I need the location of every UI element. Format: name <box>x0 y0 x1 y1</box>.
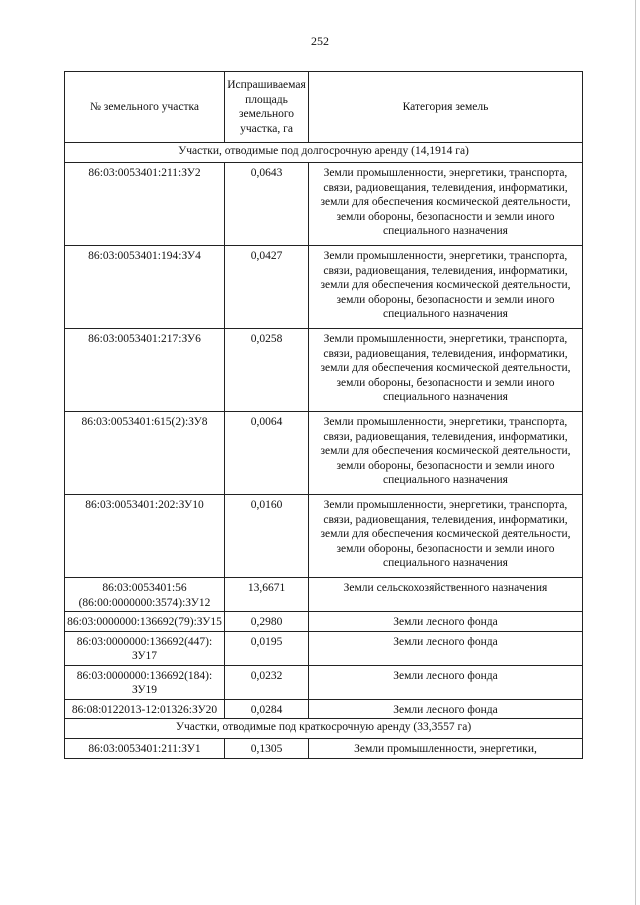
land-category: Земли сельскохозяйственного назначения <box>309 578 583 612</box>
parcel-number: 86:03:0053401:56 (86:00:0000000:3574):ЗУ12 <box>65 578 225 612</box>
parcel-area: 0,0643 <box>225 163 309 246</box>
land-category: Земли лесного фонда <box>309 612 583 632</box>
parcel-number: 86:03:0053401:202:ЗУ10 <box>65 495 225 578</box>
table-row <box>65 246 583 329</box>
parcel-number: 86:03:0053401:615(2):ЗУ8 <box>65 412 225 495</box>
land-category: Земли промышленности, энергетики, <box>309 739 583 759</box>
parcel-area: 0,0232 <box>225 665 309 699</box>
table-row <box>65 495 583 578</box>
land-category: Земли промышленности, энергетики, транспорта, связи, радиовещания, телевидения, информатики, земли для обеспечения космической деятельности, земли обороны, безопасности и земли иного специального назначения <box>309 246 583 329</box>
parcel-area: 0,0258 <box>225 329 309 412</box>
land-category: Земли лесного фонда <box>309 699 583 719</box>
scan-edge-line <box>635 0 636 905</box>
parcel-number: 86:03:0000000:136692(79):ЗУ15 <box>65 612 225 632</box>
section-row <box>65 719 583 739</box>
land-category: Земли промышленности, энергетики, транспорта, связи, радиовещания, телевидения, информатики, земли для обеспечения космической деятельности, земли обороны, безопасности и земли иного специального назначения <box>309 329 583 412</box>
parcel-number: 86:03:0053401:194:ЗУ4 <box>65 246 225 329</box>
parcel-area: 0,0195 <box>225 631 309 665</box>
table-row <box>65 631 583 665</box>
header-category: Категория земель <box>309 72 583 143</box>
header-parcel: № земельного участка <box>65 72 225 143</box>
parcel-number: 86:03:0000000:136692(447): ЗУ17 <box>65 631 225 665</box>
parcel-number: 86:03:0053401:211:ЗУ2 <box>65 163 225 246</box>
parcel-area: 0,0427 <box>225 246 309 329</box>
header-area: Испрашиваемая площадь земельного участка, га <box>225 72 309 143</box>
parcel-area: 0,1305 <box>225 739 309 759</box>
table-row <box>65 699 583 719</box>
parcel-number: 86:03:0000000:136692(184): ЗУ19 <box>65 665 225 699</box>
table-row <box>65 578 583 612</box>
section-title: Участки, отводимые под краткосрочную аренду (33,3557 га) <box>65 719 583 739</box>
land-parcels-table <box>64 71 583 759</box>
section-title: Участки, отводимые под долгосрочную аренду (14,1914 га) <box>65 143 583 163</box>
table-header-row <box>65 72 583 143</box>
parcel-area: 0,0160 <box>225 495 309 578</box>
land-category: Земли промышленности, энергетики, транспорта, связи, радиовещания, телевидения, информатики, земли для обеспечения космической деятельности, земли обороны, безопасности и земли иного специального назначения <box>309 412 583 495</box>
table-row <box>65 412 583 495</box>
parcel-area: 0,0284 <box>225 699 309 719</box>
section-row <box>65 143 583 163</box>
parcel-number: 86:03:0053401:217:ЗУ6 <box>65 329 225 412</box>
parcel-area: 13,6671 <box>225 578 309 612</box>
parcel-number: 86:08:0122013-12:01326:ЗУ20 <box>65 699 225 719</box>
table-row <box>65 163 583 246</box>
table-row <box>65 739 583 759</box>
parcel-area: 0,0064 <box>225 412 309 495</box>
land-category: Земли промышленности, энергетики, транспорта, связи, радиовещания, телевидения, информатики, земли для обеспечения космической деятельности, земли обороны, безопасности и земли иного специального назначения <box>309 163 583 246</box>
land-category: Земли лесного фонда <box>309 665 583 699</box>
parcel-area: 0,2980 <box>225 612 309 632</box>
table-row <box>65 665 583 699</box>
table-row <box>65 329 583 412</box>
table-row <box>65 612 583 632</box>
parcel-number: 86:03:0053401:211:ЗУ1 <box>65 739 225 759</box>
land-category: Земли лесного фонда <box>309 631 583 665</box>
page-number: 252 <box>311 34 329 48</box>
land-category: Земли промышленности, энергетики, транспорта, связи, радиовещания, телевидения, информатики, земли для обеспечения космической деятельности, земли обороны, безопасности и земли иного специального назначения <box>309 495 583 578</box>
